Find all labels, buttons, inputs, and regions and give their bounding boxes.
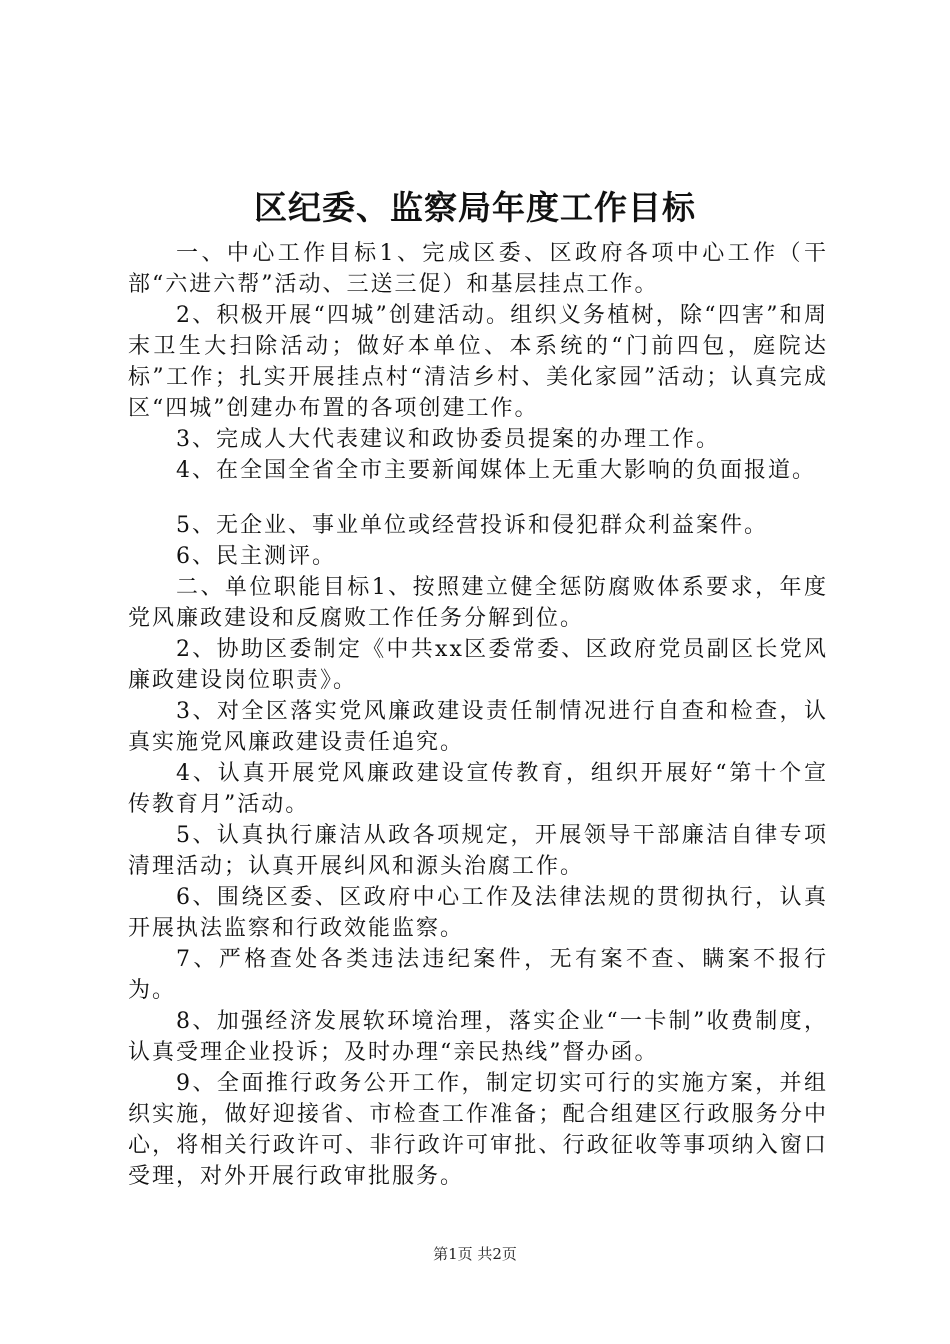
document-body: [128, 238, 828, 1192]
paragraph-function-goal-1: 二、单位职能目标1、按照建立健全惩防腐败体系要求，年度党风廉政建设和反腐败工作任务分解到位。: [128, 575, 828, 631]
paragraph-complaints: 5、无企业、事业单位或经营投诉和侵犯群众利益案件。: [176, 513, 768, 538]
paragraph-function-goal-4: 4、认真开展党风廉政建设宣传教育，组织开展好“第十个宣传教育月”活动。: [128, 761, 828, 817]
paragraph-function-goal-7: 7、严格查处各类违法违纪案件，无有案不查、瞒案不报行为。: [128, 947, 828, 1003]
page-number-footer: 第1页 共2页: [433, 1245, 517, 1263]
paragraph-function-goal-9: 9、全面推行政务公开工作，制定切实可行的实施方案，并组织实施，做好迎接省、市检查工作准备；配合组建区行政服务分中心，将相关行政许可、非行政许可审批、行政征收等事项纳入窗口受理，对外开展行政审批服务。: [128, 1071, 828, 1189]
paragraph-function-goal-6: 6、围绕区委、区政府中心工作及法律法规的贯彻执行，认真开展执法监察和行政效能监察。: [128, 885, 828, 941]
paragraph-proposals: 3、完成人大代表建议和政协委员提案的办理工作。: [176, 427, 720, 452]
paragraph-function-goal-5: 5、认真执行廉洁从政各项规定，开展领导干部廉洁自律专项清理活动；认真开展纠风和源头治腐工作。: [128, 823, 828, 879]
paragraph-evaluation: 6、民主测评。: [176, 544, 336, 569]
paragraph-function-goal-2: 2、协助区委制定《中共xx区委常委、区政府党员副区长党风廉政建设岗位职责》。: [128, 637, 828, 693]
document-title: 区纪委、监察局年度工作目标: [254, 188, 696, 227]
paragraph-function-goal-8: 8、加强经济发展软环境治理，落实企业“一卡制”收费制度，认真受理企业投诉；及时办理“亲民热线”督办函。: [128, 1009, 828, 1065]
paragraph-center-goal-1: 一、中心工作目标1、完成区委、区政府各项中心工作（干部“六进六帮”活动、三送三促）和基层挂点工作。: [128, 241, 828, 297]
paragraph-media: 4、在全国全省全市主要新闻媒体上无重大影响的负面报道。: [176, 458, 816, 483]
paragraph-function-goal-3: 3、对全区落实党风廉政建设责任制情况进行自查和检查，认真实施党风廉政建设责任追究。: [128, 699, 828, 755]
paragraph-four-cities: 2、积极开展“四城”创建活动。组织义务植树，除“四害”和周末卫生大扫除活动；做好本单位、本系统的“门前四包，庭院达标”工作；扎实开展挂点村“清洁乡村、美化家园”活动；认真完成区“四城”创建办布置的各项创建工作。: [128, 303, 828, 421]
